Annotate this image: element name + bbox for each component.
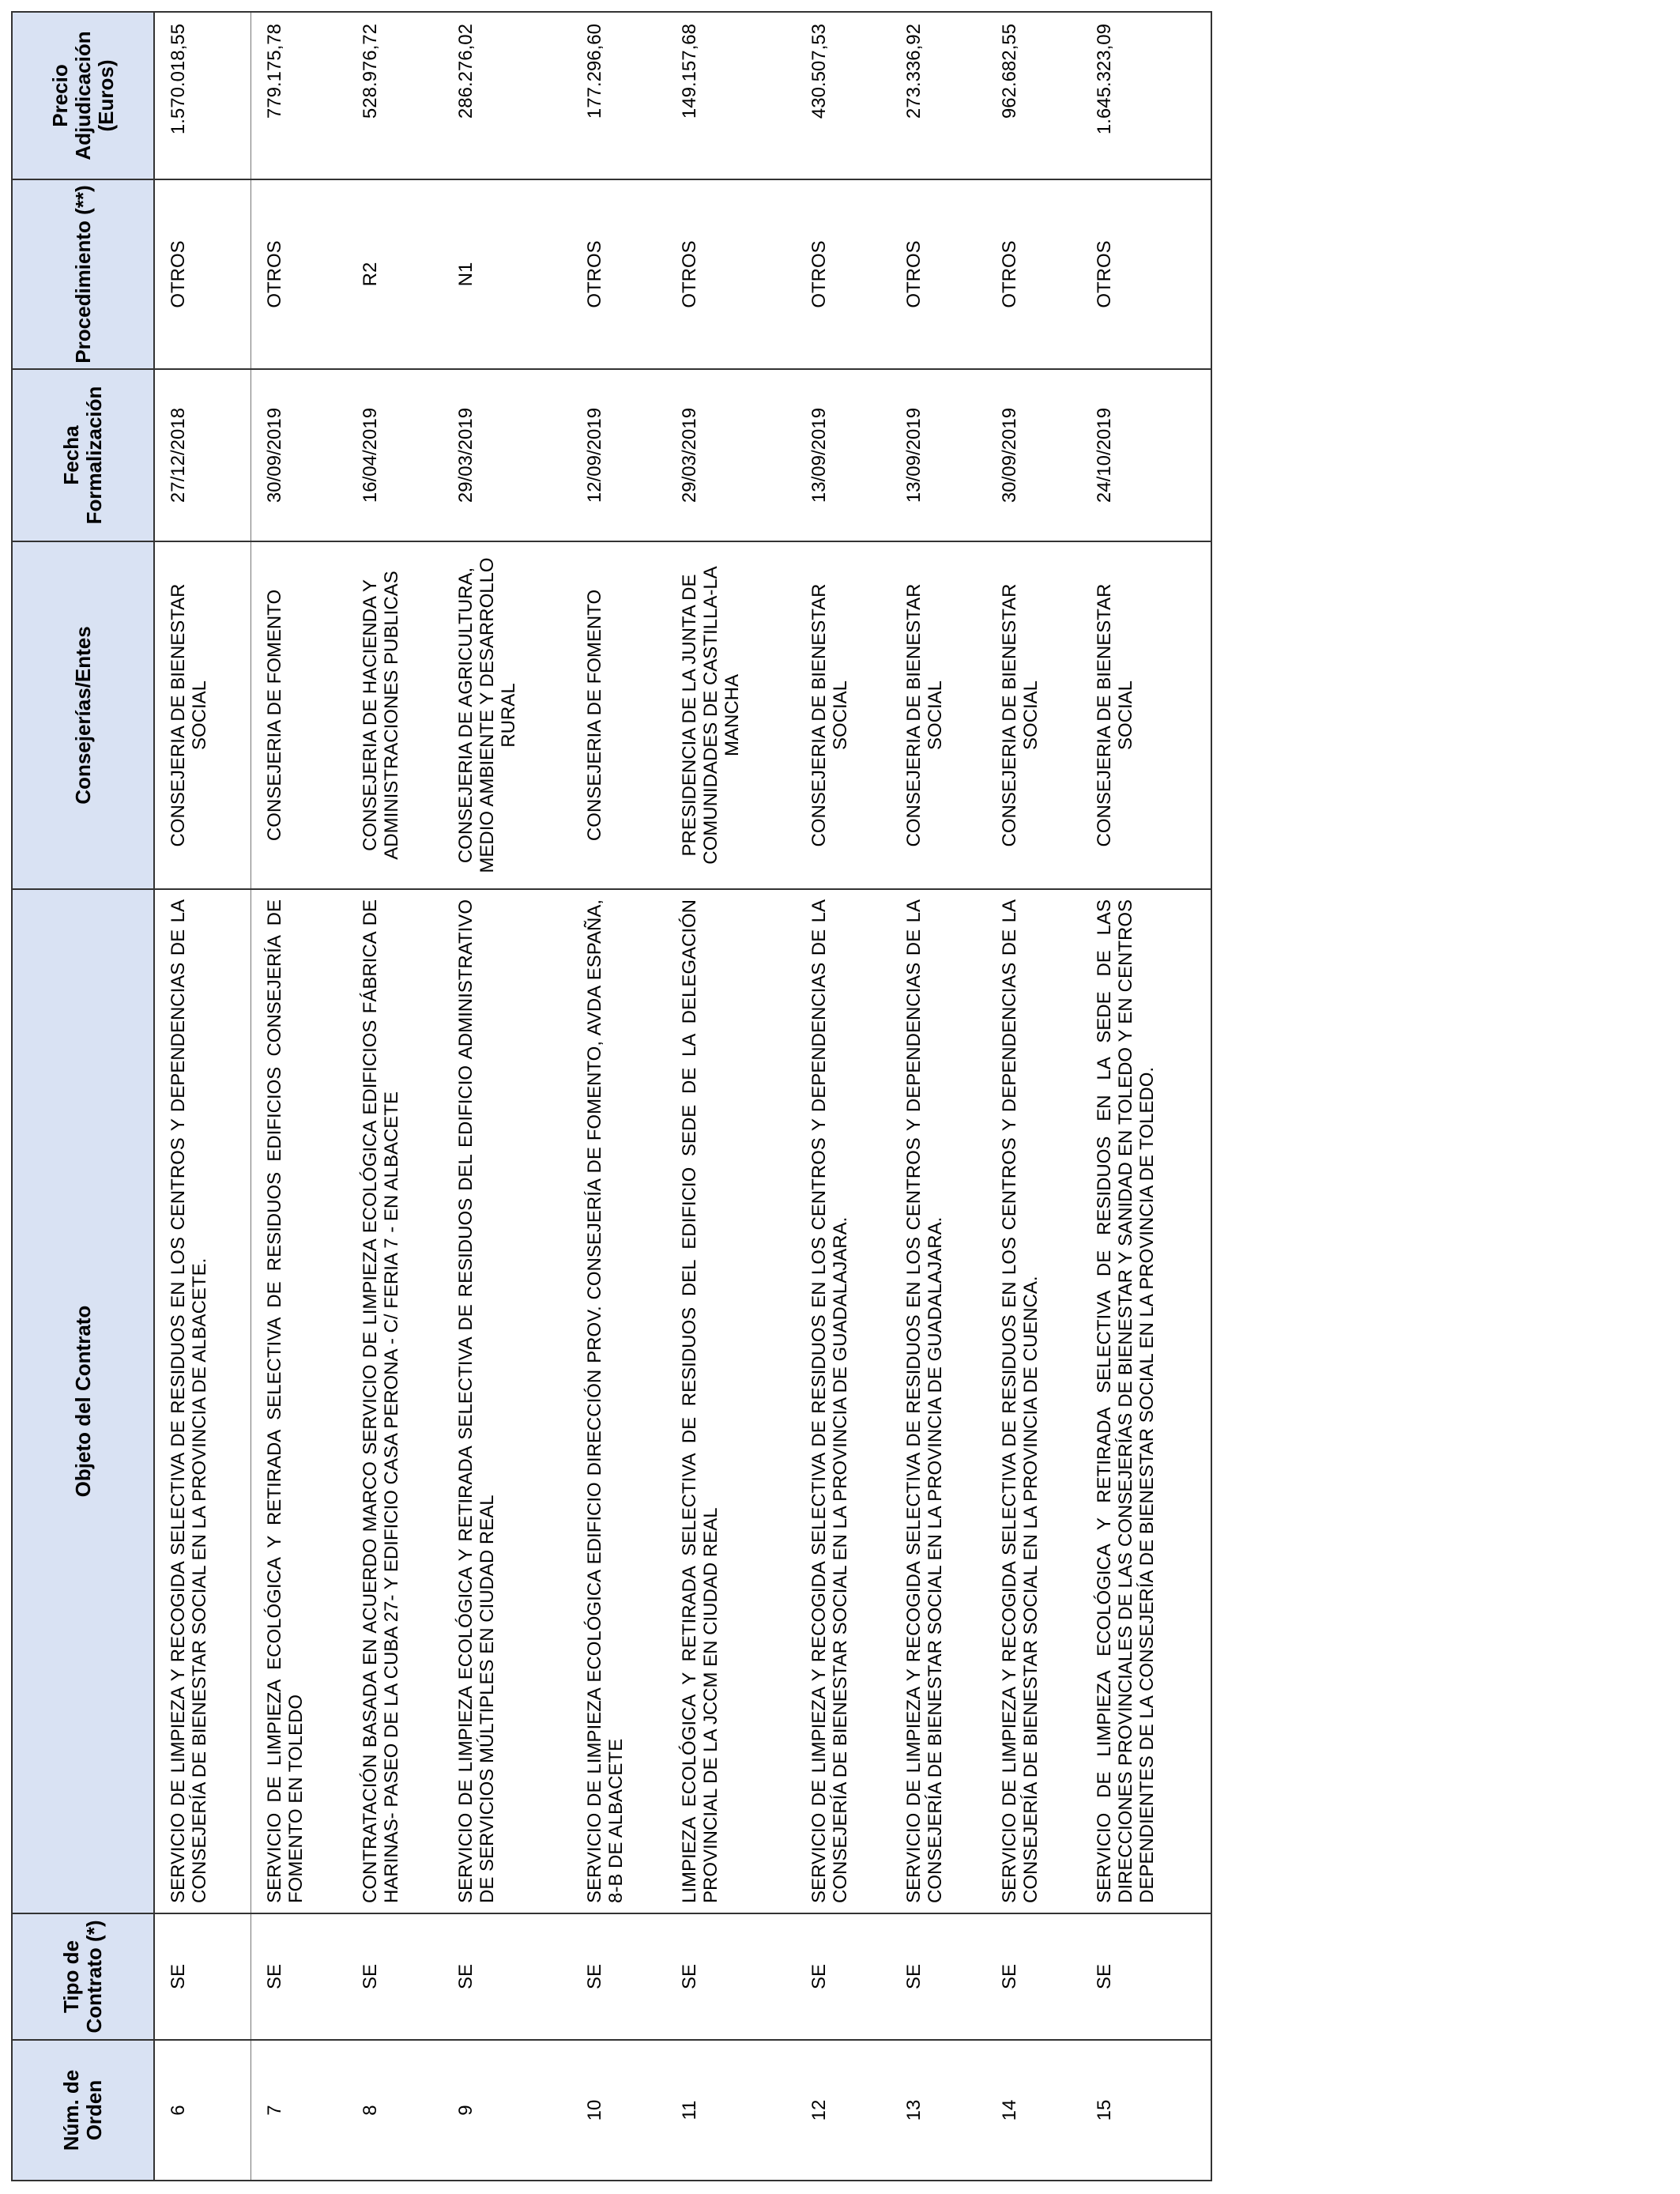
cell-precio: 528.976,72: [347, 12, 442, 179]
cell-num: 14: [986, 2040, 1081, 2181]
cell-procedimiento: OTROS: [891, 179, 985, 369]
cell-tipo: SE: [347, 1913, 442, 2040]
cell-consejeria: CONSEJERIA DE BIENESTAR SOCIAL: [891, 541, 985, 889]
cell-num: 9: [443, 2040, 571, 2181]
cell-tipo: SE: [251, 1913, 347, 2040]
cell-precio: 779.175,78: [251, 12, 347, 179]
cell-procedimiento: OTROS: [666, 179, 795, 369]
cell-objeto: SERVICIO DE LIMPIEZA ECOLÓGICA Y RETIRADA SELECTIVA DE RESIDUOS EDIFICIOS CONSEJERÍA DE FOMENTO EN TOLEDO: [251, 889, 347, 1913]
cell-tipo: SE: [666, 1913, 795, 2040]
cell-consejeria: CONSEJERIA DE FOMENTO: [251, 541, 347, 889]
cell-tipo: SE: [443, 1913, 571, 2040]
cell-tipo: SE: [986, 1913, 1081, 2040]
cell-num: 8: [347, 2040, 442, 2181]
cell-procedimiento: OTROS: [796, 179, 891, 369]
header-procedimiento: Procedimiento (**): [12, 179, 154, 369]
cell-num: 7: [251, 2040, 347, 2181]
cell-num: 12: [796, 2040, 891, 2181]
cell-precio: 177.296,60: [571, 12, 666, 179]
cell-procedimiento: OTROS: [154, 179, 251, 369]
cell-consejeria: CONSEJERIA DE FOMENTO: [571, 541, 666, 889]
table-row: [154, 12, 251, 2181]
cell-num: 13: [891, 2040, 985, 2181]
table-row: [1081, 12, 1211, 2181]
cell-fecha: 29/03/2019: [443, 369, 571, 541]
rotated-page: [11, 13, 1212, 2181]
cell-num: 15: [1081, 2040, 1211, 2181]
cell-precio: 1.645.323,09: [1081, 12, 1211, 179]
cell-procedimiento: OTROS: [986, 179, 1081, 369]
cell-consejeria: PRESIDENCIA DE LA JUNTA DE COMUNIDADES DE CASTILLA-LA MANCHA: [666, 541, 795, 889]
header-precio: Precio Adjudicación (Euros): [12, 12, 154, 179]
header-objeto: Objeto del Contrato: [12, 889, 154, 1913]
header-tipo: Tipo de Contrato (*): [12, 1913, 154, 2040]
header-row: [12, 12, 154, 2181]
cell-consejeria: CONSEJERIA DE AGRICULTURA, MEDIO AMBIENTE Y DESARROLLO RURAL: [443, 541, 571, 889]
cell-fecha: 30/09/2019: [251, 369, 347, 541]
cell-fecha: 13/09/2019: [891, 369, 985, 541]
header-num: Núm. de Orden: [12, 2040, 154, 2181]
header-consejerias: Consejerías/Entes: [12, 541, 154, 889]
cell-objeto: SERVICIO DE LIMPIEZA ECOLÓGICA Y RETIRADA SELECTIVA DE RESIDUOS DEL EDIFICIO ADMINISTRATIVO DE SERVICIOS MÚLTIPLES EN CIUDAD REAL: [443, 889, 571, 1913]
cell-consejeria: CONSEJERIA DE BIENESTAR SOCIAL: [796, 541, 891, 889]
cell-objeto: SERVICIO DE LIMPIEZA ECOLÓGICA Y RETIRADA SELECTIVA DE RESIDUOS EN LA SEDE DE LAS DIRECCIONES PROVINCIALES DE LAS CONSEJERÍAS DE BIENESTAR Y SANIDAD EN TOLEDO Y EN CENTROS DEPENDIENTES DE LA CONSEJERÍA DE BIENESTAR SOCIAL EN LA PROVINCIA DE TOLEDO.: [1081, 889, 1211, 1913]
cell-precio: 273.336,92: [891, 12, 985, 179]
cell-num: 11: [666, 2040, 795, 2181]
table-row: [891, 12, 985, 2181]
cell-objeto: SERVICIO DE LIMPIEZA Y RECOGIDA SELECTIVA DE RESIDUOS EN LOS CENTROS Y DEPENDENCIAS DE LA CONSEJERÍA DE BIENESTAR SOCIAL EN LA PROVINCIA DE ALBACETE.: [154, 889, 251, 1913]
cell-consejeria: CONSEJERIA DE BIENESTAR SOCIAL: [986, 541, 1081, 889]
cell-num: 10: [571, 2040, 666, 2181]
cell-consejeria: CONSEJERIA DE BIENESTAR SOCIAL: [1081, 541, 1211, 889]
cell-fecha: 29/03/2019: [666, 369, 795, 541]
cell-objeto: SERVICIO DE LIMPIEZA Y RECOGIDA SELECTIVA DE RESIDUOS EN LOS CENTROS Y DEPENDENCIAS DE LA CONSEJERÍA DE BIENESTAR SOCIAL EN LA PROVINCIA DE GUADALAJARA.: [891, 889, 985, 1913]
cell-procedimiento: OTROS: [251, 179, 347, 369]
cell-procedimiento: R2: [347, 179, 442, 369]
cell-objeto: SERVICIO DE LIMPIEZA Y RECOGIDA SELECTIVA DE RESIDUOS EN LOS CENTROS Y DEPENDENCIAS DE LA CONSEJERÍA DE BIENESTAR SOCIAL EN LA PROVINCIA DE GUADALAJARA.: [796, 889, 891, 1913]
cell-consejeria: CONSEJERIA DE HACIENDA Y ADMINISTRACIONES PUBLICAS: [347, 541, 442, 889]
cell-precio: 149.157,68: [666, 12, 795, 179]
cell-precio: 430.507,53: [796, 12, 891, 179]
cell-tipo: SE: [1081, 1913, 1211, 2040]
cell-objeto: SERVICIO DE LIMPIEZA Y RECOGIDA SELECTIVA DE RESIDUOS EN LOS CENTROS Y DEPENDENCIAS DE LA CONSEJERÍA DE BIENESTAR SOCIAL EN LA PROVINCIA DE CUENCA.: [986, 889, 1081, 1913]
contracts-table: [11, 11, 1212, 2181]
cell-procedimiento: N1: [443, 179, 571, 369]
table-row: [666, 12, 795, 2181]
table-row: [986, 12, 1081, 2181]
cell-fecha: 16/04/2019: [347, 369, 442, 541]
cell-precio: 286.276,02: [443, 12, 571, 179]
cell-fecha: 27/12/2018: [154, 369, 251, 541]
cell-precio: 1.570.018,55: [154, 12, 251, 179]
cell-objeto: SERVICIO DE LIMPIEZA ECOLÓGICA EDIFICIO DIRECCIÓN PROV. CONSEJERÍA DE FOMENTO, AVDA ESPAÑA, 8-B DE ALBACETE: [571, 889, 666, 1913]
cell-procedimiento: OTROS: [571, 179, 666, 369]
table-row: [443, 12, 571, 2181]
cell-consejeria: CONSEJERIA DE BIENESTAR SOCIAL: [154, 541, 251, 889]
cell-procedimiento: OTROS: [1081, 179, 1211, 369]
table-row: [796, 12, 891, 2181]
table-row: [571, 12, 666, 2181]
header-fecha: Fecha Formalización: [12, 369, 154, 541]
cell-fecha: 12/09/2019: [571, 369, 666, 541]
cell-tipo: SE: [571, 1913, 666, 2040]
cell-tipo: SE: [891, 1913, 985, 2040]
cell-objeto: LIMPIEZA ECOLÓGICA Y RETIRADA SELECTIVA DE RESIDUOS DEL EDIFICIO SEDE DE LA DELEGACIÓN PROVINCIAL DE LA JCCM EN CIUDAD REAL: [666, 889, 795, 1913]
cell-precio: 962.682,55: [986, 12, 1081, 179]
cell-num: 6: [154, 2040, 251, 2181]
table-row: [347, 12, 442, 2181]
cell-fecha: 24/10/2019: [1081, 369, 1211, 541]
table-row: [251, 12, 347, 2181]
cell-tipo: SE: [796, 1913, 891, 2040]
cell-fecha: 13/09/2019: [796, 369, 891, 541]
cell-tipo: SE: [154, 1913, 251, 2040]
cell-objeto: CONTRATACIÓN BASADA EN ACUERDO MARCO SERVICIO DE LIMPIEZA ECOLÓGICA EDIFICIOS FÁBRICA DE HARINAS- PASEO DE LA CUBA 27- Y EDIFICIO CASA PERONA - C/ FERIA 7 - EN ALBACETE: [347, 889, 442, 1913]
cell-fecha: 30/09/2019: [986, 369, 1081, 541]
